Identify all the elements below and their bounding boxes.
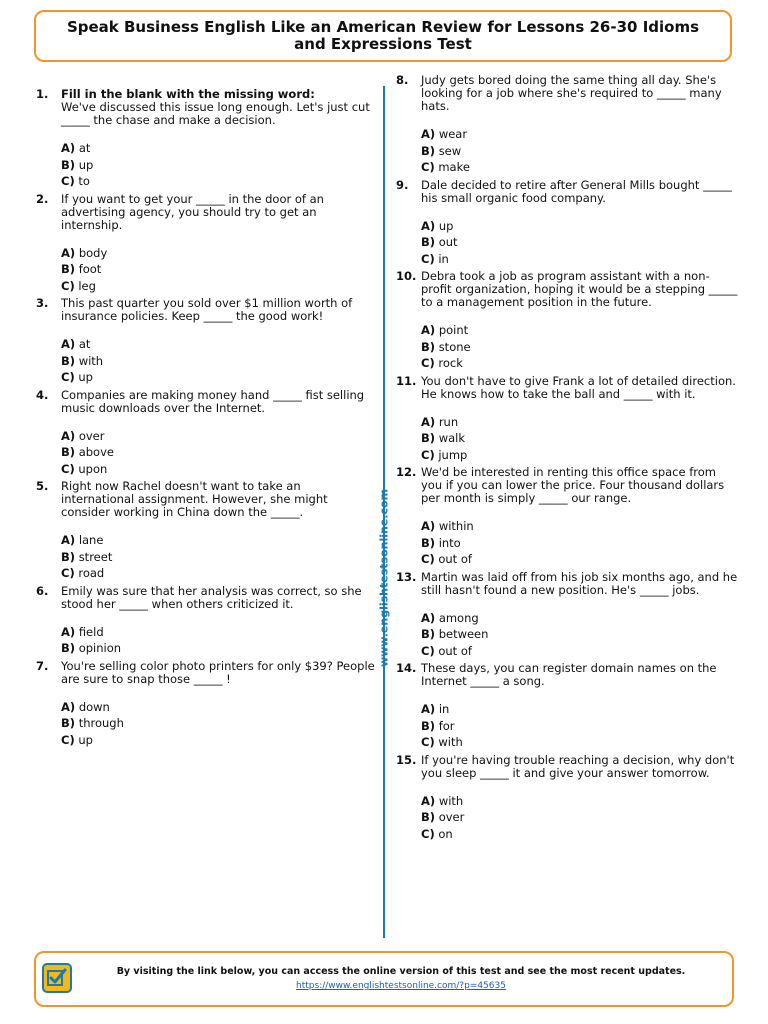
question-number: 14. [396,661,417,675]
right-column [396,74,738,845]
option-letter: C) [421,552,435,566]
option-text: road [78,566,105,580]
answer-option[interactable] [421,535,738,552]
question-number: 15. [396,752,417,767]
option-text: out of [438,552,472,566]
checkbox-logo-icon [42,963,72,993]
answer-option[interactable] [421,643,738,660]
option-text: into [438,535,461,550]
answer-options [61,699,376,749]
option-text: point [438,323,469,337]
option-letter: C) [421,826,435,841]
question-text: Right now Rachel doesn't want to take an international assignment. However, she might consider working in China down the _____. [61,479,328,519]
option-text: upon [78,461,108,476]
answer-option[interactable] [61,173,376,190]
question-number: 6. [36,583,49,598]
answer-option[interactable] [421,159,738,176]
option-letter: A) [61,428,76,443]
question-text: This past quarter you sold over $1 million worth of insurance policies. Keep _____ the good work! [61,296,353,323]
question-text: Debra took a job as program assistant with a non-profit organization, hoping it would be a stepping _____ to a management position in the future. [421,269,738,309]
option-letter: A) [421,218,436,233]
answer-option[interactable] [61,157,376,174]
option-letter: B) [421,235,436,249]
option-text: lane [78,533,104,547]
option-letter: B) [421,339,436,354]
option-letter: A) [421,610,436,625]
option-text: among [438,610,479,625]
question-text: If you want to get your _____ in the door of an advertising agency, you should try to get an internship. [61,191,324,232]
answer-options [61,624,376,657]
answer-option[interactable] [421,126,738,143]
option-letter: A) [61,624,76,639]
question-text: Judy gets bored doing the same thing all day. She's looking for a job where she's required to _____ many hats. [421,73,722,113]
question-1 [36,88,376,190]
option-text: down [78,699,110,714]
answer-options [421,518,738,568]
answer-option[interactable] [61,369,376,386]
answer-option[interactable] [61,532,376,549]
question-8 [396,74,738,176]
option-letter: B) [421,535,436,550]
option-text: rock [438,356,463,370]
option-letter: B) [421,143,436,158]
question-text: Emily was sure that her analysis was correct, so she stood her _____ when others criticized it. [61,583,362,611]
question-14 [396,662,738,751]
answer-option[interactable] [61,353,376,370]
question-text: Dale decided to retire after General Mills bought _____ his small organic food company. [421,177,732,205]
option-letter: B) [61,262,76,276]
answer-option[interactable] [61,245,376,262]
option-text: opinion [78,641,122,655]
option-letter: B) [421,718,436,733]
answer-option[interactable] [421,826,738,843]
option-letter: A) [421,127,436,141]
question-2 [36,193,376,295]
question-number: 7. [36,658,49,673]
answer-option[interactable] [421,430,738,447]
option-letter: A) [61,245,76,260]
answer-option[interactable] [421,447,738,464]
option-text: within [438,519,474,533]
question-10 [396,270,738,372]
option-text: sew [438,143,462,158]
option-text: leg [78,278,96,293]
answer-option[interactable] [421,809,738,826]
question-15 [396,754,738,843]
option-text: run [438,414,459,429]
answer-option[interactable] [421,355,738,372]
question-number: 13. [396,569,417,584]
option-letter: C) [421,356,435,370]
option-text: with [438,735,463,749]
answer-option[interactable] [421,414,738,431]
answer-options [421,610,738,660]
answer-option[interactable] [421,251,738,268]
answer-options [61,245,376,295]
question-number: 2. [36,191,49,206]
option-text: street [78,549,113,564]
question-11 [396,375,738,464]
option-letter: C) [421,160,435,174]
option-text: stone [438,339,471,354]
question-number: 11. [396,373,417,388]
question-number: 3. [36,296,49,310]
option-letter: B) [61,716,76,730]
answer-options [61,428,376,478]
option-text: with [78,353,104,368]
answer-options [61,140,376,190]
option-letter: C) [421,735,435,749]
option-text: up [78,732,93,747]
option-text: at [78,141,91,155]
question-number: 10. [396,269,417,283]
footer-box [34,951,734,1007]
option-text: through [78,716,124,730]
question-3 [36,297,376,386]
option-text: body [78,245,108,260]
option-letter: A) [61,699,76,714]
answer-option[interactable] [421,234,738,251]
option-text: walk [438,431,465,445]
option-letter: A) [421,793,436,808]
answer-option[interactable] [61,444,376,461]
question-number: 12. [396,465,417,479]
option-letter: C) [61,732,75,747]
side-watermark-text: www.englishtestsonline.com [377,488,391,668]
answer-option[interactable] [421,551,738,568]
answer-option[interactable] [61,336,376,353]
question-number: 8. [396,73,409,87]
option-letter: C) [421,251,435,266]
option-letter: A) [61,337,76,351]
question-number: 1. [36,87,49,101]
option-text: to [78,174,90,188]
option-text: over [438,810,465,824]
answer-options [421,322,738,372]
answer-option[interactable] [61,461,376,478]
left-column [36,74,376,751]
option-text: out [438,235,458,249]
option-letter: C) [61,278,75,293]
question-text: We'd be interested in renting this office space from you if you can lower the price. Four thousand dollars per month is simply _____ our range. [421,465,725,505]
option-text: up [78,157,94,172]
question-text: If you're having trouble reaching a decision, why don't you sleep _____ it and give your answer tomorrow. [421,752,735,780]
title-box [34,10,732,62]
answer-option[interactable] [61,715,376,732]
question-text: You're selling color photo printers for only $39? People are sure to snap those _____ ! [61,658,375,686]
option-letter: B) [421,627,436,641]
answer-option[interactable] [61,549,376,566]
option-letter: C) [61,174,75,188]
answer-option[interactable] [61,428,376,445]
answer-options [61,532,376,582]
option-text: out of [438,643,472,658]
option-text: between [438,627,489,641]
answer-option[interactable] [421,322,738,339]
answer-option[interactable] [421,518,738,535]
option-text: in [438,251,449,266]
question-instruction: Fill in the blank with the missing word: [61,87,315,101]
answer-option[interactable] [421,339,738,356]
option-letter: B) [61,549,76,564]
option-text: make [438,160,470,174]
option-text: field [78,624,104,639]
option-text: over [78,428,105,443]
option-letter: A) [421,323,436,337]
option-letter: B) [421,431,436,445]
question-number: 4. [36,387,49,402]
option-text: at [78,337,91,351]
option-letter: A) [421,519,436,533]
answer-option[interactable] [421,701,738,718]
option-text: jump [438,447,468,462]
answer-option[interactable] [421,718,738,735]
question-text: You don't have to give Frank a lot of detailed direction. He knows how to take the ball and _____ with it. [421,373,736,401]
question-text: These days, you can register domain names on the Internet _____ a song. [421,661,717,688]
option-text: up [438,218,454,233]
answer-option[interactable] [421,218,738,235]
option-text: wear [438,127,468,141]
answer-option[interactable] [421,793,738,810]
option-letter: A) [61,141,76,155]
answer-option[interactable] [421,143,738,160]
option-text: with [438,793,464,808]
answer-options [421,701,738,751]
answer-options [61,336,376,386]
option-letter: B) [61,353,76,368]
option-letter: B) [61,157,76,172]
option-letter: B) [61,641,76,655]
page-title: Speak Business English Like an American Review for Lessons 26-30 Idioms and Expressions Test [66,18,700,53]
question-5 [36,480,376,582]
question-number: 5. [36,479,49,493]
answer-options [421,793,738,843]
answer-option[interactable] [61,640,376,657]
question-12 [396,466,738,568]
option-letter: C) [421,447,435,462]
answer-options [421,414,738,464]
question-13 [396,571,738,660]
option-letter: C) [61,370,75,384]
question-text: Companies are making money hand _____ fist selling music downloads over the Internet. [61,387,365,415]
option-text: on [438,826,453,841]
option-letter: A) [421,702,436,716]
question-7 [36,660,376,749]
option-text: for [438,718,455,733]
answer-option[interactable] [61,624,376,641]
question-4 [36,389,376,478]
answer-option[interactable] [421,610,738,627]
footer-link[interactable]: https://www.englishtestsonline.com/?p=45635 [296,981,506,991]
answer-option[interactable] [61,261,376,278]
option-text: in [438,702,450,716]
option-letter: A) [61,533,76,547]
answer-options [421,126,738,176]
question-number: 9. [396,177,409,192]
option-text: foot [78,262,102,276]
question-text: Martin was laid off from his job six months ago, and he still hasn't found a new position. He's _____ jobs. [421,569,738,597]
option-letter: B) [421,810,436,824]
side-watermark [376,478,392,678]
footer-text: By visiting the link below, you can access the online version of this test and see the most recent updates. [116,966,686,977]
option-letter: A) [421,414,436,429]
answer-option[interactable] [61,565,376,582]
answer-option[interactable] [421,734,738,751]
option-text: up [78,370,93,384]
question-9 [396,179,738,268]
answer-options [421,218,738,268]
option-letter: B) [61,445,76,459]
answer-option[interactable] [61,140,376,157]
answer-option[interactable] [61,699,376,716]
option-letter: C) [61,461,75,476]
answer-option[interactable] [421,626,738,643]
option-text: above [78,445,114,459]
question-6 [36,585,376,657]
answer-option[interactable] [61,278,376,295]
question-text: We've discussed this issue long enough. Let's just cut _____ the chase and make a decision. [61,100,370,127]
option-letter: C) [61,566,75,580]
answer-option[interactable] [61,732,376,749]
option-letter: C) [421,643,435,658]
